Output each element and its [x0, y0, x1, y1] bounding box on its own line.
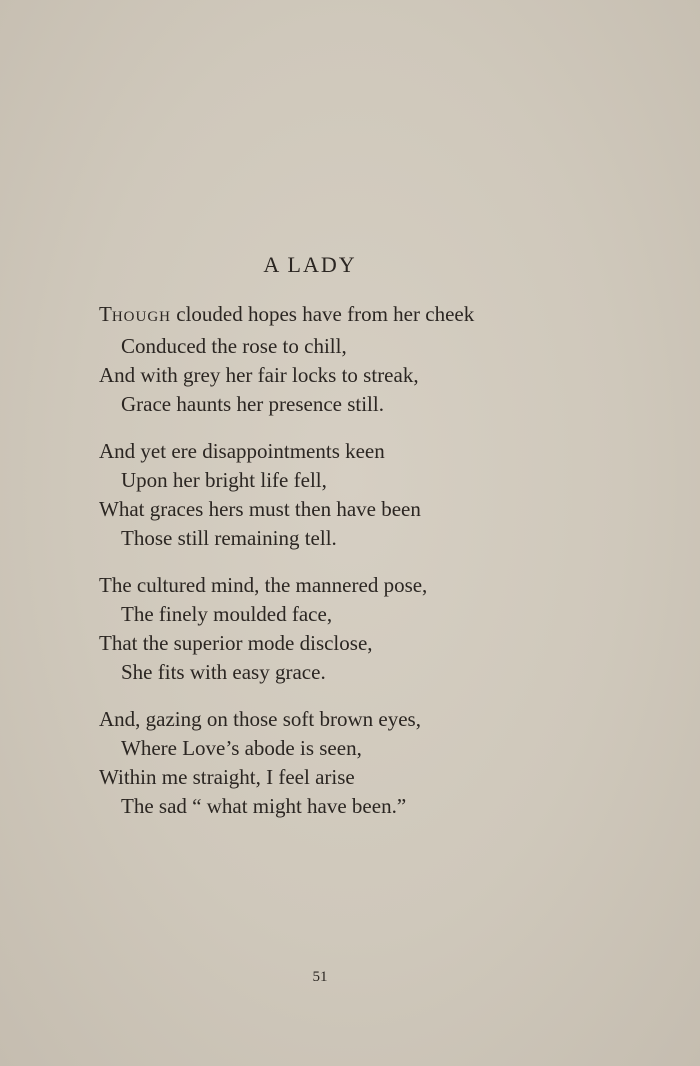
poem-line: [99, 300, 659, 332]
poem-line: What graces hers must then have been: [99, 497, 421, 521]
poem-title: A LADY: [263, 252, 357, 277]
small-caps-rest: HOUGH: [111, 309, 171, 325]
poem-line: Grace haunts her presence still.: [121, 392, 384, 416]
poem-body: [99, 300, 659, 839]
poem-line: The sad “ what might have been.”: [121, 794, 407, 818]
poem-line: Those still remaining tell.: [121, 526, 337, 550]
stanza-3: [99, 571, 659, 687]
page-number: 51: [312, 969, 328, 985]
poem-line: Upon her bright life fell,: [121, 468, 327, 492]
poem-line: That the superior mode disclose,: [99, 631, 373, 655]
stanza-2: [99, 437, 659, 553]
poem-line: She fits with easy grace.: [121, 660, 326, 684]
poem-line-text: clouded hopes have from her cheek: [171, 302, 475, 326]
poem-line: Conduced the rose to chill,: [121, 334, 347, 358]
poem-line: And, gazing on those soft brown eyes,: [99, 707, 421, 731]
small-caps-initial: T: [99, 302, 112, 326]
poem-line: The cultured mind, the mannered pose,: [99, 573, 428, 597]
poem-line: And with grey her fair locks to streak,: [99, 363, 419, 387]
poem-line: Within me straight, I feel arise: [99, 765, 355, 789]
poem-line: And yet ere disappointments keen: [99, 439, 385, 463]
poem-line: The finely moulded face,: [121, 602, 333, 626]
stanza-4: [99, 705, 659, 821]
stanza-1: [99, 300, 659, 419]
poem-line: Where Love’s abode is seen,: [121, 736, 362, 760]
